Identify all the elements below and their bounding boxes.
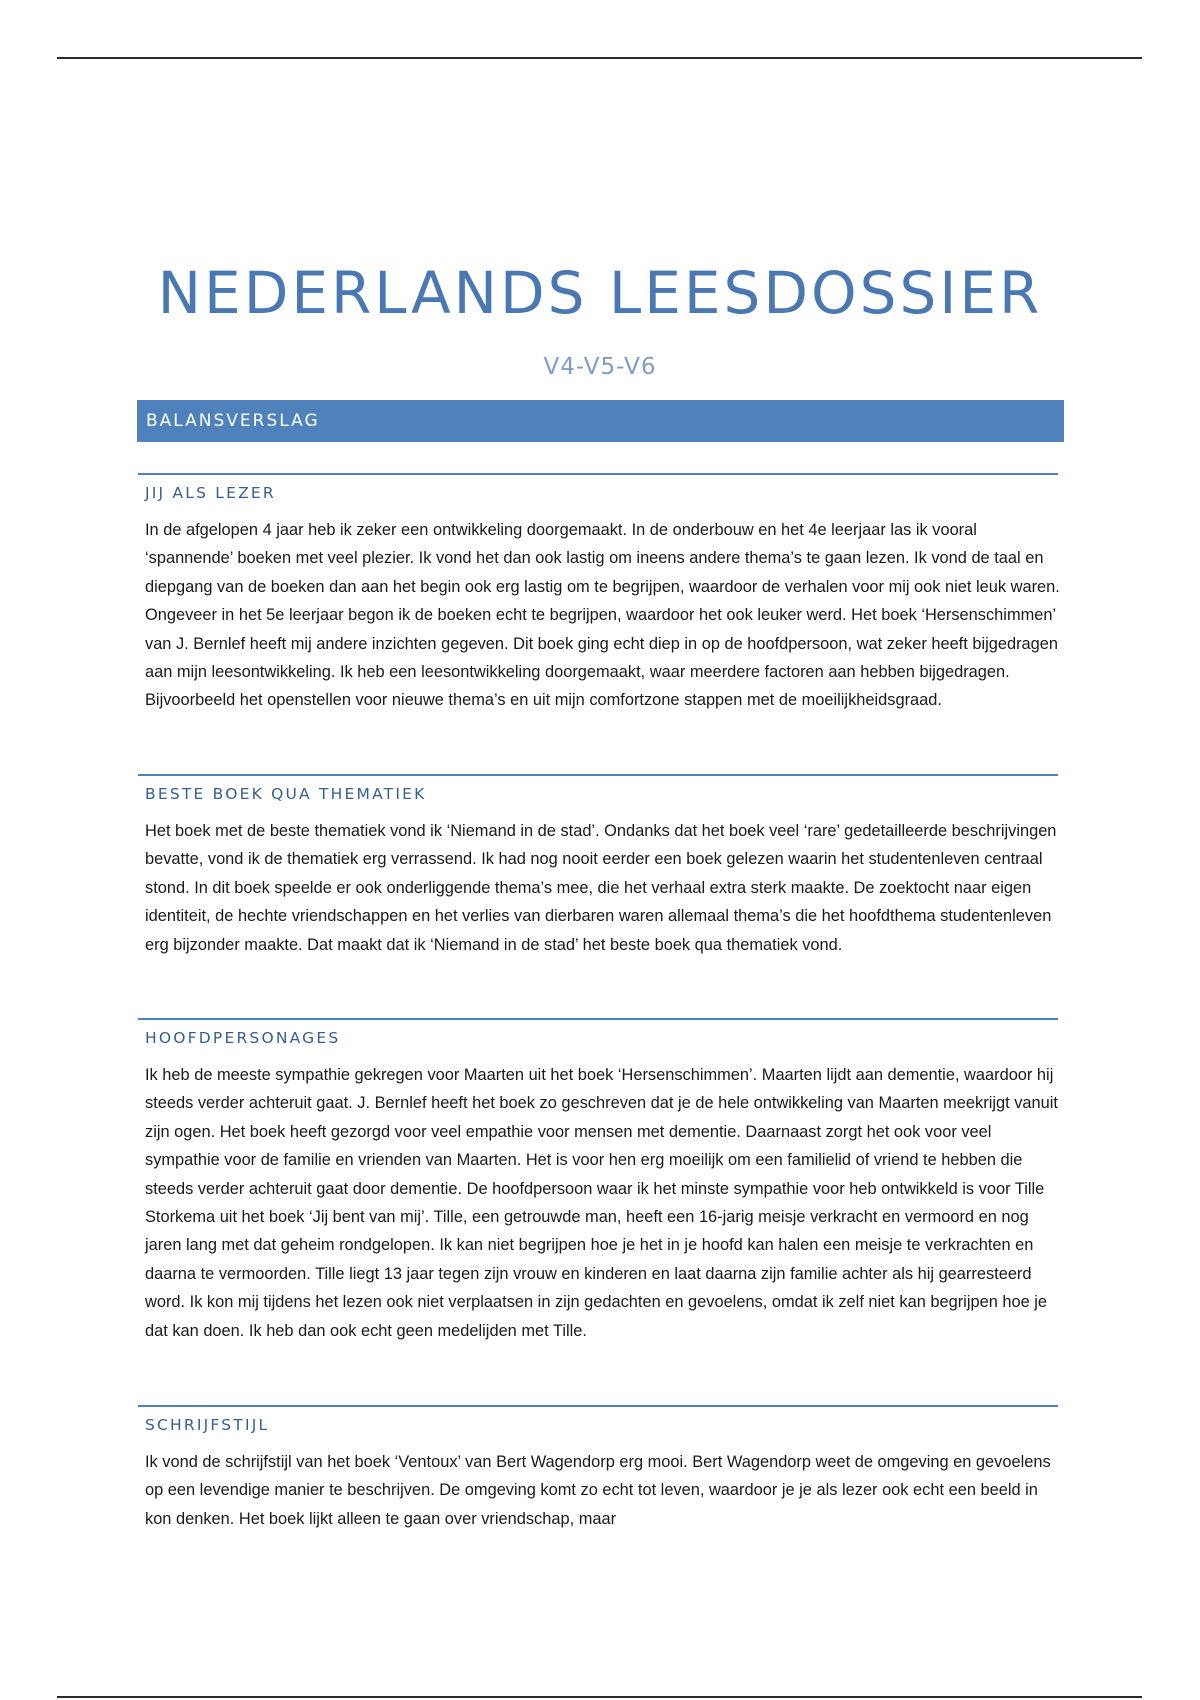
page-bottom-rule [57,1696,1142,1698]
section-divider [138,1018,1058,1020]
section-heading: SCHRIJFSTIJL [145,1416,270,1434]
section-paragraph: Ik heb de meeste sympathie gekregen voor Maarten uit het boek ‘Hersenschimmen’. Maarten lijdt aan dementie, waardoor hij steeds verder achteruit gaat. J. Bernlef heeft het boek zo geschreven dat je de hele ontwikkeling van Maarten meekrijgt vanuit zijn ogen. Het boek heeft gezorgd voor veel empathie voor mensen met dementie. Daarnaast zorgt het ook voor veel sympathie voor de familie en vrienden van Maarten. Het is voor hen erg moeilijk om een familielid of vriend te hebben die steeds verder achteruit gaat door dementie. De hoofdpersoon waar ik het minste sympathie voor heb ontwikkeld is voor Tille Storkema uit het boek ‘Jij bent van mij’. Tille, een getrouwde man, heeft een 16-jarig meisje verkracht en vermoord en nog jaren lang met dat geheim rondgelopen. Ik kan niet begrijpen hoe je het in je hoofd kan halen een meisje te verkrachten en daarna te vermoorden. Tille liegt 13 jaar tegen zijn vrouw en kinderen en laat daarna zijn familie achter als hij gearresteerd word. Ik kon mij tijdens het lezen ook niet verplaatsen in zijn gedachten en gevoelens, omdat ik zelf niet kan begrijpen hoe je dat kan doen. Ik heb dan ook echt geen medelijden met Tille. [145,1066,1058,1340]
section-paragraph: Het boek met de beste thematiek vond ik ‘Niemand in de stad’. Ondanks dat het boek veel ‘rare’ gedetailleerde beschrijvingen bevatte, vond ik de thematiek erg verrassend. Ik had nog nooit eerder een boek gelezen waarin het studentenleven centraal stond. In dit boek speelde er ook onderliggende thema’s mee, die het verhaal extra sterk maakte. De zoektocht naar eigen identiteit, de hechte vriendschappen en het verlies van dierbaren waren allemaal thema’s die het hoofdthema studentenleven erg bijzonder maakte. Dat maakt dat ik ‘Niemand in de stad’ het beste boek qua thematiek vond. [145,822,1057,954]
section-banner [137,400,1064,442]
section-heading: JIJ ALS LEZER [145,484,276,502]
section-heading: BESTE BOEK QUA THEMATIEK [145,785,427,803]
section-divider [138,1405,1058,1407]
section-hoofdpersonages [138,1018,1058,1345]
banner-label: BALANSVERSLAG [146,411,320,431]
document-subtitle: V4-V5-V6 [543,354,657,380]
page-top-rule [57,57,1142,59]
section-jij-als-lezer [138,473,1058,715]
section-divider [138,473,1058,475]
section-schrijfstijl [138,1405,1058,1533]
section-beste-boek-qua-thematiek [138,774,1058,959]
section-paragraph: Ik vond de schrijfstijl van het boek ‘Ventoux’ van Bert Wagendorp erg mooi. Bert Wagendorp weet de omgeving en gevoelens op een levendige manier te beschrijven. De omgeving komt zo echt tot leven, waardoor je je als lezer ook echt een beeld in kon denken. Het boek lijkt alleen te gaan over vriendschap, maar [145,1453,1051,1528]
section-heading: HOOFDPERSONAGES [145,1029,341,1047]
document-title: NEDERLANDS LEESDOSSIER [157,259,1043,327]
section-divider [138,774,1058,776]
section-paragraph: In de afgelopen 4 jaar heb ik zeker een ontwikkeling doorgemaakt. In de onderbouw en het 4e leerjaar las ik vooral ‘spannende’ boeken met veel plezier. Ik vond het dan ook lastig om ineens andere thema’s te gaan lezen. Ik vond de taal en diepgang van de boeken dan aan het begin ook erg lastig om te begrijpen, waardoor de verhalen voor mij ook niet leuk waren. Ongeveer in het 5e leerjaar begon ik de boeken echt te begrijpen, waardoor het ook leuker werd. Het boek ‘Hersenschimmen’ van J. Bernlef heeft mij andere inzichten gegeven. Dit boek ging echt diep in op de hoofdpersoon, wat zeker heeft bijgedragen aan mijn leesontwikkeling. Ik heb een leesontwikkeling doorgemaakt, waar meerdere factoren aan hebben bijgedragen. Bijvoorbeeld het openstellen voor nieuwe thema’s en uit mijn comfortzone stappen met de moeilijkheidsgraad. [145,521,1060,710]
